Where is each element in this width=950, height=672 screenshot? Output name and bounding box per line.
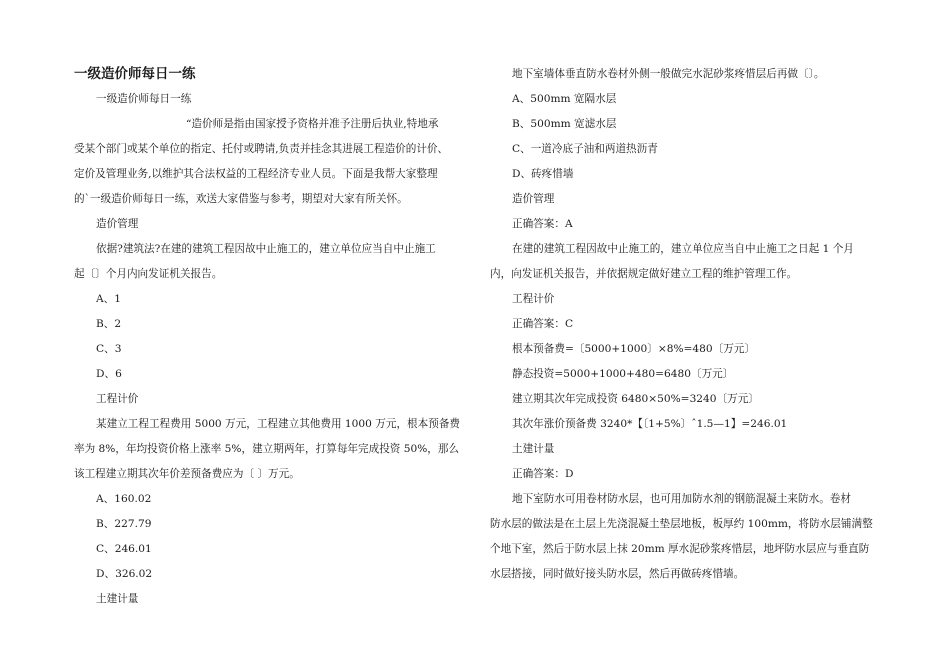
left-paragraph-line: B、227.79 <box>96 518 152 530</box>
left-paragraph-line: 定价及管理业务,以维护其合法权益的工程经济专业人员。下面是我帮大家整理 <box>74 168 438 180</box>
right-paragraph-line: 水层搭接，同时做好接头防水层，然后再做砖疼惜墙。 <box>490 568 745 580</box>
right-paragraph-line: B、500mm 宽滤水层 <box>512 118 617 130</box>
right-paragraph-line: 正确答案：C <box>512 318 574 330</box>
right-paragraph-line: 地下室防水可用卷材防水层，也可用加防水剂的钢筋混凝土来防水。卷材 <box>512 493 851 505</box>
left-paragraph-line: 该工程建立期其次年价差预备费应为〔 〕万元。 <box>74 468 300 480</box>
right-paragraph-line: 土建计量 <box>512 443 555 455</box>
left-paragraph-line: B、2 <box>96 318 122 330</box>
left-paragraph-line: 受某个部门或某个单位的指定、托付或聘请,负责并挂念其进展工程造价的计价、 <box>74 143 449 155</box>
right-paragraph-line: 个地下室，然后于防水层上抹 20mm 厚水泥砂浆疼惜层，地坪防水层应与垂直防 <box>490 543 870 555</box>
right-paragraph-line: 在建的建筑工程因故中止施工的，建立单位应当自中止施工之日起 1 个月 <box>512 243 854 255</box>
left-paragraph-line: 工程计价 <box>96 393 139 405</box>
left-paragraph-line: D、326.02 <box>96 568 153 580</box>
right-paragraph-line: A、500mm 宽隔水层 <box>512 93 617 105</box>
document-title: 一级造价师每日一练 <box>74 66 196 82</box>
left-paragraph-line: “造价师是指由国家授予资格并准予注册后执业,特地承 <box>186 118 439 130</box>
left-paragraph-line: 率为 8%，年均投资价格上涨率 5%，建立期两年，打算每年完成投资 50%，那么 <box>74 443 460 455</box>
left-paragraph-line: 土建计量 <box>96 593 139 605</box>
right-paragraph-line: 建立期其次年完成投资 6480×50%=3240〔万元〕 <box>512 393 759 405</box>
left-paragraph-line: 依据?建筑法?在建的建筑工程因故中止施工的，建立单位应当自中止施工 <box>96 243 436 255</box>
left-paragraph-line: 的`一级造价师每日一练，欢送大家借鉴与参考，期望对大家有所关怀。 <box>74 193 408 205</box>
left-paragraph-line: A、1 <box>96 293 121 305</box>
left-paragraph-line: A、160.02 <box>96 493 152 505</box>
left-paragraph-line: C、3 <box>96 343 122 355</box>
right-paragraph-line: 正确答案：D <box>512 468 574 480</box>
right-paragraph-line: 内，向发证机关报告，并依据规定做好建立工程的维护管理工作。 <box>490 268 798 280</box>
left-paragraph-line: C、246.01 <box>96 543 152 555</box>
right-paragraph-line: 造价管理 <box>512 193 555 205</box>
right-paragraph-line: 防水层的做法是在土层上先浇混凝土垫层地板，板厚约 100mm，将防水层铺满整 <box>490 518 873 530</box>
right-paragraph-line: 静态投资=5000+1000+480=6480〔万元〕 <box>512 368 734 380</box>
left-paragraph-line: D、6 <box>96 368 122 380</box>
left-paragraph-line: 一级造价师每日一练 <box>96 93 192 105</box>
right-paragraph-line: 正确答案：A <box>512 218 573 230</box>
right-paragraph-line: 其次年涨价预备费 3240*【〔1+5%〕ˆ1.5—1】=246.01 <box>512 418 788 430</box>
left-paragraph-line: 造价管理 <box>96 218 139 230</box>
right-paragraph-line: D、砖疼惜墙 <box>512 168 574 180</box>
right-paragraph-line: C、一道冷底子油和两道热沥青 <box>512 143 658 155</box>
right-paragraph-line: 工程计价 <box>512 293 555 305</box>
right-paragraph-line: 地下室墙体垂直防水卷材外侧一般做完水泥砂浆疼惜层后再做〔〕。 <box>512 68 825 80</box>
right-paragraph-line: 根本预备费=〔5000+1000〕×8%=480〔万元〕 <box>512 343 755 355</box>
left-paragraph-line: 起〔〕个月内向发证机关报告。 <box>74 268 223 280</box>
left-paragraph-line: 某建立工程工程费用 5000 万元，工程建立其他费用 1000 万元，根本预备费 <box>96 418 461 430</box>
